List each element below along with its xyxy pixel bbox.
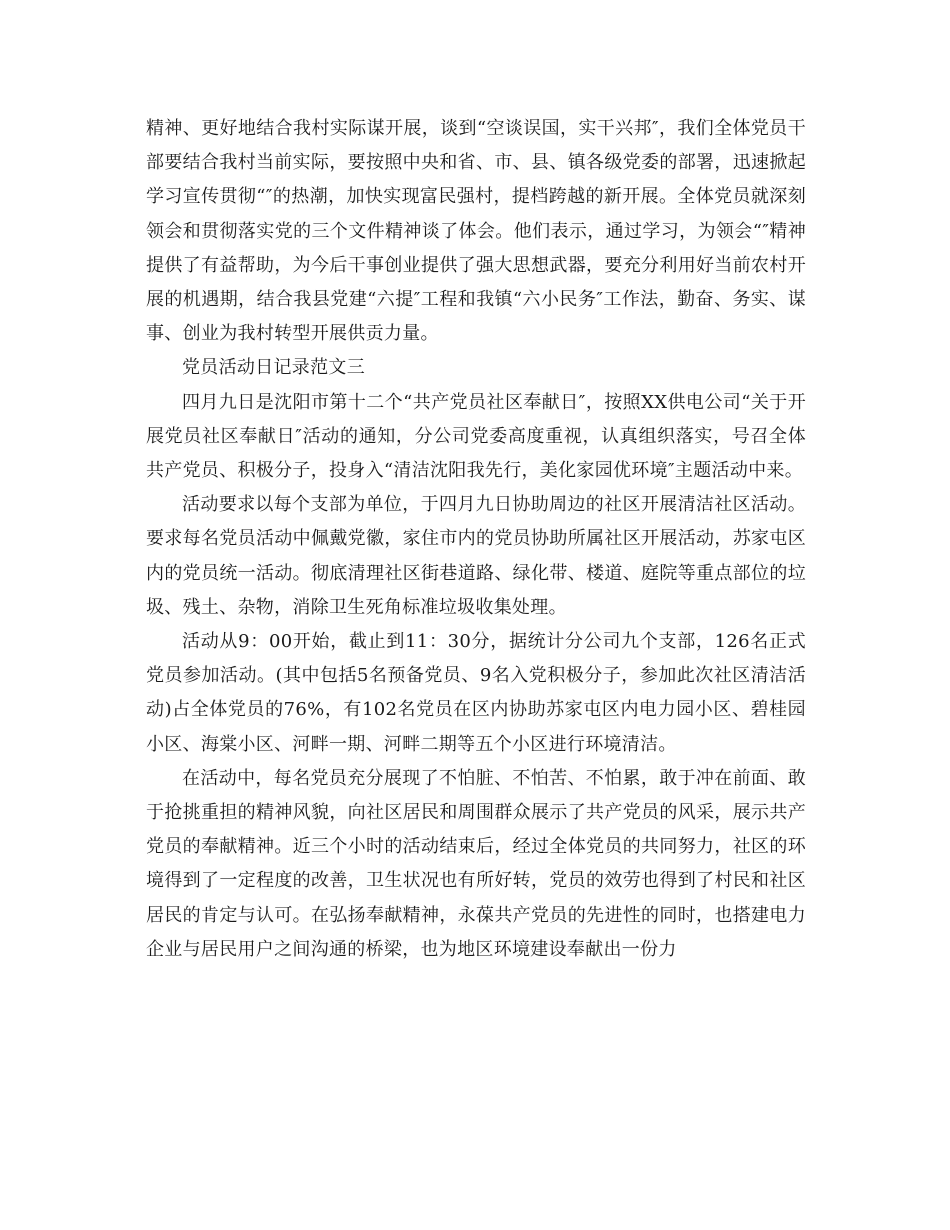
paragraph-requirements: 活动要求以每个支部为单位，于四月九日协助周边的社区开展清洁社区活动。要求每名党员活动中佩戴党徽，家住市内的党员协助所属社区开展活动，苏家屯区内的党员统一活动。彻底清理社区街巷道路、绿化带、楼道、庭院等重点部位的垃圾、残土、杂物，消除卫生死角标准垃圾收集处理。 xyxy=(146,494,806,618)
document-page xyxy=(146,112,806,967)
section-heading: 党员活动日记录范文三 xyxy=(182,357,365,379)
paragraph-summary: 在活动中，每名党员充分展现了不怕脏、不怕苦、不怕累，敢于冲在前面、敢于抢挑重担的精神风貌，向社区居民和周围群众展示了共产党员的风采，展示共产党员的奉献精神。近三个小时的活动结束后，经过全体党员的共同努力，社区的环境得到了一定程度的改善，卫生状况也有所好转，党员的效劳也得到了村民和社区居民的肯定与认可。在弘扬奉献精神，永葆共产党员的先进性的同时，也搭建电力企业与居民用户之间沟通的桥梁，也为地区环境建设奉献出一份力 xyxy=(146,767,806,960)
paragraph-continuation: 精神、更好地结合我村实际谋开展，谈到“空谈误国，实干兴邦″，我们全体党员干部要结合我村当前实际，要按照中央和省、市、县、镇各级党委的部署，迅速掀起学习宣传贯彻“″的热潮，加快实现富民强村，提档跨越的新开展。全体党员就深刻领会和贯彻落实党的三个文件精神谈了体会。他们表示，通过学习，为领会“″精神提供了有益帮助，为今后干事创业提供了强大思想武器，要充分利用好当前农村开展的机遇期，结合我县党建“六提″工程和我镇“六小民务″工作法，勤奋、务实、谋事、创业为我村转型开展供贡力量。 xyxy=(146,118,806,345)
paragraph-intro: 四月九日是沈阳市第十二个“共产党员社区奉献日″，按照XX供电公司“关于开展党员社区奉献日″活动的通知，分公司党委高度重视，认真组织落实，号召全体共产党员、积极分子，投身入“清洁沈阳我先行，美化家园优环境″主题活动中来。 xyxy=(146,391,806,482)
paragraph-statistics: 活动从9：00开始，截止到11：30分，据统计分公司九个支部，126名正式党员参加活动。(其中包括5名预备党员、9名入党积极分子，参加此次社区清洁活动)占全体党员的76%，有102名党员在区内协助苏家屯区内电力园小区、碧桂园小区、海棠小区、河畔一期、河畔二期等五个小区进行环境清洁。 xyxy=(146,631,806,755)
